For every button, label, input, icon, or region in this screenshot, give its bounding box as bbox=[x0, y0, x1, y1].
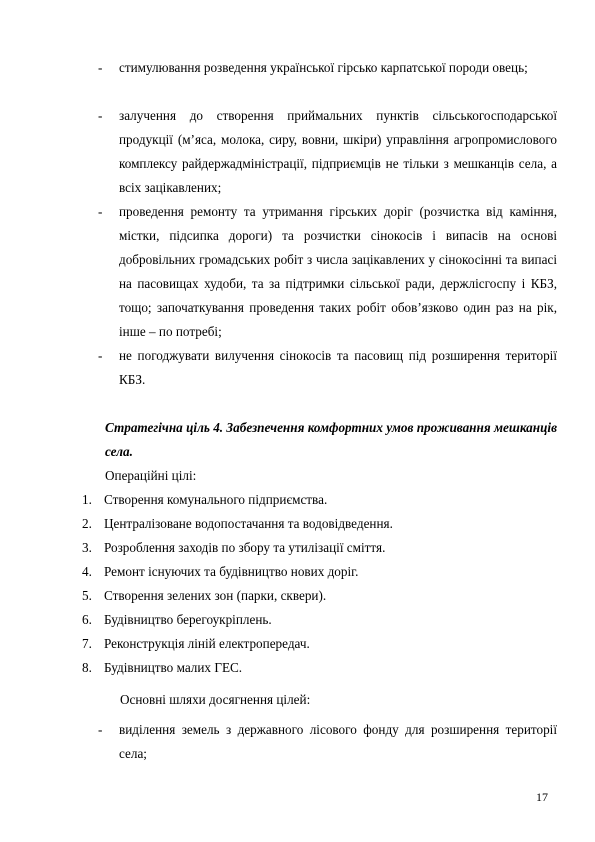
numbered-item bbox=[82, 632, 310, 656]
list-item bbox=[98, 104, 557, 200]
bullet-dash: - bbox=[98, 348, 103, 363]
item-text: Розроблення заходів по збору та утилізації сміття. bbox=[104, 540, 386, 555]
bullet-text: не погоджувати вилучення сінокосів та пасовищ під розширення території КБЗ. bbox=[119, 348, 557, 387]
numbered-item bbox=[82, 608, 272, 632]
item-text: Створення зелених зон (парки, сквери). bbox=[104, 588, 327, 603]
bullet-dash: - bbox=[98, 108, 103, 123]
list-item bbox=[98, 200, 557, 344]
numbered-item bbox=[82, 488, 327, 512]
item-number: 3. bbox=[82, 540, 92, 555]
bullet-text: стимулювання розведення української гірсько карпатської породи овець; bbox=[119, 60, 528, 75]
item-number: 6. bbox=[82, 612, 92, 627]
list-item bbox=[98, 718, 557, 766]
bullet-dash: - bbox=[98, 60, 103, 75]
numbered-item bbox=[82, 560, 358, 584]
numbered-item bbox=[82, 536, 385, 560]
item-text: Ремонт існуючих та будівництво нових доріг. bbox=[104, 564, 359, 579]
item-number: 8. bbox=[82, 660, 92, 675]
numbered-item bbox=[82, 584, 326, 608]
numbered-item bbox=[82, 656, 242, 680]
bullet-dash: - bbox=[98, 722, 103, 737]
item-text: Централізоване водопостачання та водовідведення. bbox=[104, 516, 393, 531]
numbered-item bbox=[82, 512, 393, 536]
item-number: 2. bbox=[82, 516, 92, 531]
item-text: Створення комунального підприємства. bbox=[104, 492, 328, 507]
bullet-text: виділення земель з державного лісового фонду для розширення території села; bbox=[119, 722, 557, 761]
bullet-dash: - bbox=[98, 204, 103, 219]
strategic-goal-heading: Стратегічна ціль 4. Забезпечення комфортних умов проживання мешканців села. bbox=[105, 420, 557, 459]
item-text: Будівництво берегоукріплень. bbox=[104, 612, 272, 627]
item-text: Будівництво малих ГЕС. bbox=[104, 660, 243, 675]
bullet-text: залучення до створення приймальних пунктів сільськогосподарської продукції (м’яса, молока, сиру, вовни, шкіри) управління агропромислового комплексу райдержадміністрації, підприємців не тільки з мешканців села, а всіх зацікавлених; bbox=[119, 108, 557, 195]
list-item bbox=[98, 344, 557, 392]
page-number: 17 bbox=[536, 790, 548, 804]
ways-label: Основні шляхи досягнення цілей: bbox=[120, 692, 311, 707]
operational-goals-label: Операційні цілі: bbox=[105, 468, 197, 483]
list-item bbox=[98, 56, 557, 80]
item-number: 4. bbox=[82, 564, 92, 579]
item-number: 7. bbox=[82, 636, 92, 651]
item-number: 1. bbox=[82, 492, 92, 507]
item-text: Реконструкція ліній електропередач. bbox=[104, 636, 310, 651]
item-number: 5. bbox=[82, 588, 92, 603]
bullet-text: проведення ремонту та утримання гірських доріг (розчистка від каміння, містки, підсипка дороги) та розчистки сінокосів і випасів на основі добровільних громадських робіт з числа зацікавлених у сінокосінні та випасі на пасовищах худоби, та за підтримки сільської ради, держлісгоспу і КБЗ, тощо; започаткування проведення таких робіт обов’язково один раз на рік, інше – по потребі; bbox=[119, 204, 557, 339]
